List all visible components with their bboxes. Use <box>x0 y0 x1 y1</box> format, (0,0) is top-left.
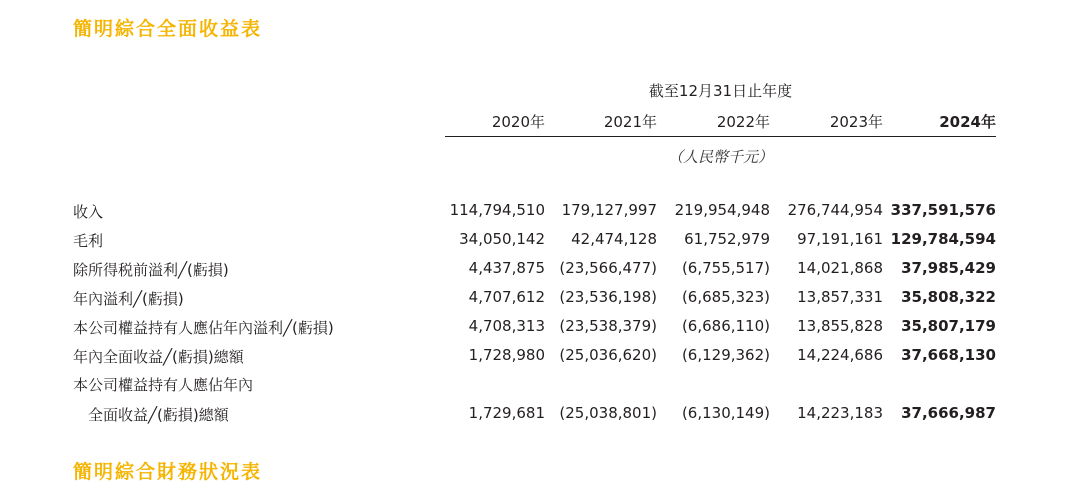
row-value: 13,855,828 <box>797 317 883 335</box>
year-header: 2022年 <box>716 113 770 131</box>
currency-unit-label: （人民幣千元） <box>667 148 773 166</box>
row-value: (6,130,149) <box>681 404 770 422</box>
row-label: 本公司權益持有人應佔年內 <box>73 376 254 394</box>
row-value: 14,224,686 <box>797 346 883 364</box>
row-value: 14,021,868 <box>797 259 883 277</box>
row-value: 13,857,331 <box>797 288 883 306</box>
row-value-current: 35,808,322 <box>901 288 996 306</box>
row-label: 年內全面收益╱(虧損)總額 <box>73 348 244 366</box>
row-value: 97,191,161 <box>797 230 883 248</box>
row-value: 14,223,183 <box>797 404 883 422</box>
table-row <box>0 259 1080 285</box>
row-value: 1,729,681 <box>468 404 545 422</box>
row-value-current: 37,985,429 <box>901 259 996 277</box>
year-header: 2020年 <box>491 113 545 131</box>
row-value: 4,437,875 <box>468 259 545 277</box>
table-row <box>0 230 1080 256</box>
row-value-current: 37,666,987 <box>901 404 996 422</box>
period-label: 截至12月31日止年度 <box>648 82 793 100</box>
row-value: (25,038,801) <box>559 404 657 422</box>
row-value-current: 37,668,130 <box>901 346 996 364</box>
year-header: 2021年 <box>603 113 657 131</box>
row-value: 276,744,954 <box>787 201 883 219</box>
row-value: (6,129,362) <box>681 346 770 364</box>
income-statement-title: 簡明綜合全面收益表 <box>73 18 263 40</box>
row-value: 179,127,997 <box>561 201 657 219</box>
table-row <box>0 346 1080 372</box>
row-value: (23,566,477) <box>559 259 657 277</box>
row-label: 本公司權益持有人應佔年內溢利╱(虧損) <box>73 319 334 337</box>
row-label: 收入 <box>73 203 104 221</box>
row-value: 114,794,510 <box>449 201 545 219</box>
table-row <box>0 374 1080 400</box>
row-value: (6,755,517) <box>681 259 770 277</box>
table-row <box>0 404 1080 430</box>
row-value: (25,036,620) <box>559 346 657 364</box>
financial-position-title: 簡明綜合財務狀況表 <box>73 461 263 483</box>
row-value: 1,728,980 <box>468 346 545 364</box>
row-label: 毛利 <box>73 232 104 250</box>
table-row <box>0 317 1080 343</box>
table-row <box>0 288 1080 314</box>
row-value-current: 129,784,594 <box>890 230 996 248</box>
row-value: 34,050,142 <box>459 230 545 248</box>
row-label: 年內溢利╱(虧損) <box>73 290 184 308</box>
row-value: (6,685,323) <box>681 288 770 306</box>
row-value: 61,752,979 <box>684 230 770 248</box>
row-value-current: 35,807,179 <box>901 317 996 335</box>
row-label: 全面收益╱(虧損)總額 <box>88 406 229 424</box>
row-value: 4,708,313 <box>468 317 545 335</box>
row-value: 219,954,948 <box>674 201 770 219</box>
year-header-current: 2024年 <box>939 113 996 131</box>
year-header-row <box>445 111 996 133</box>
year-header: 2023年 <box>829 113 883 131</box>
header-divider <box>445 136 996 137</box>
row-value: (23,538,379) <box>559 317 657 335</box>
row-value: 42,474,128 <box>571 230 657 248</box>
table-row <box>0 201 1080 227</box>
row-value: (23,536,198) <box>559 288 657 306</box>
row-value: (6,686,110) <box>681 317 770 335</box>
row-label: 除所得税前溢利╱(虧損) <box>73 261 229 279</box>
row-value: 4,707,612 <box>468 288 545 306</box>
row-value-current: 337,591,576 <box>890 201 996 219</box>
